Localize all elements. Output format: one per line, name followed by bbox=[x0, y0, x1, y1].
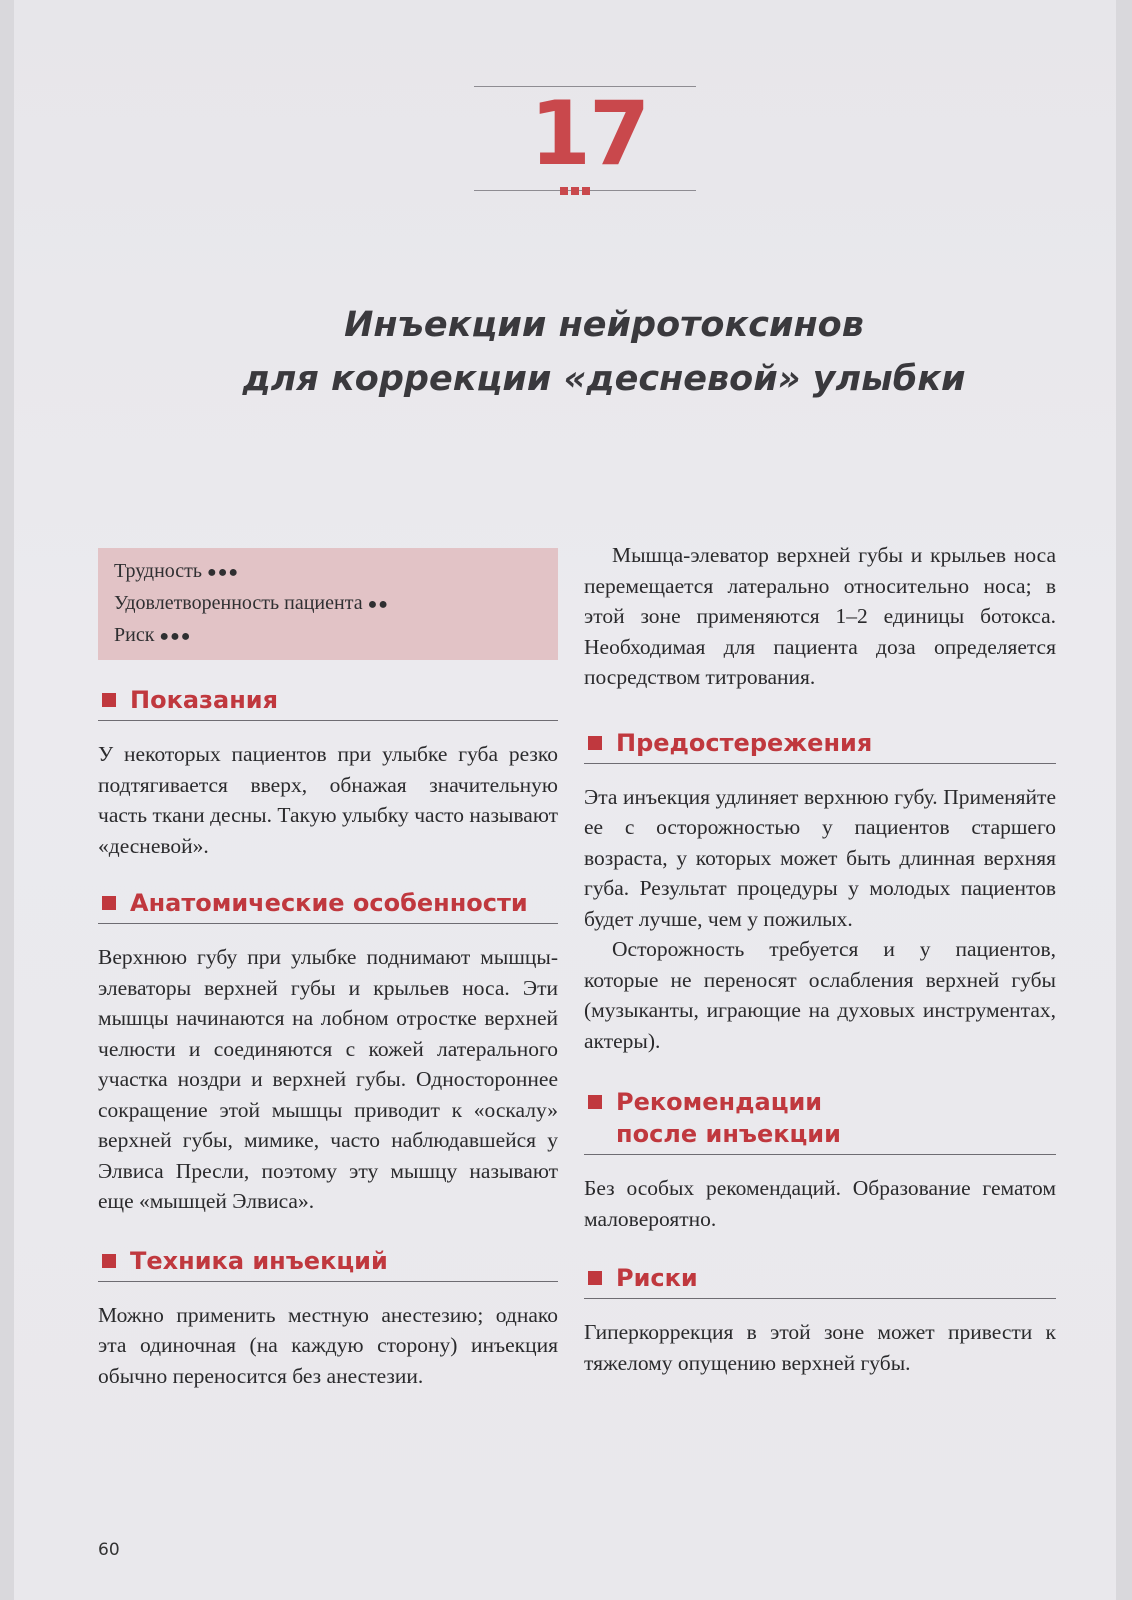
chapter-title bbox=[164, 298, 1044, 406]
chapter-number: 17 bbox=[529, 82, 649, 185]
book-page bbox=[14, 0, 1116, 1600]
technique-text: Можно применить местную анестезию; однако эта одиночная (на каждую сторону) инъекция обычно переносится без анестезии. bbox=[98, 1302, 558, 1388]
aftercare-text: Без особых рекомендаций. Образование гематом маловероятно. bbox=[584, 1176, 1056, 1231]
section-heading-indications: Показания bbox=[98, 684, 558, 721]
rating-risk bbox=[114, 620, 558, 652]
anatomy-text: Верхнюю губу при улыбке поднимают мышцы-элеваторы верхней губы и крыльев носа. Эти мышцы начинаются на лобном отростке верхней челюсти и соединяются с кожей латерального участка ноздри и верхней губы. Одностороннее сокращение этой мышцы приводит к «оскалу» верхней губы, мимике, часто наблюдавшейся у Элвиса Пресли, поэтому эту мышцу называют еще «мышцей Элвиса». bbox=[98, 945, 558, 1213]
precautions-text-1: Эта инъекция удлиняет верхнюю губу. Применяйте ее с осторожностью у пациентов старшего возраста, у которых может быть длинная верхняя губа. Результат процедуры у молодых пациентов будет лучше, чем у пожилых. bbox=[584, 784, 1056, 931]
chapter-ornament bbox=[560, 187, 590, 195]
rating-satisfaction-label: Удовлетворенность пациента bbox=[114, 592, 363, 614]
rating-difficulty-label: Трудность bbox=[114, 560, 203, 582]
section-heading-risks: Риски bbox=[584, 1262, 1056, 1299]
technique-text-continued: Мышца-элеватор верхней губы и крыльев носа перемещается латерально относительно носа; в этой зоне применяются 1–2 единицы ботокса. Необходимая для пациента доза определяется посредством титрования. bbox=[584, 543, 1056, 689]
indications-text: У некоторых пациентов при улыбке губа резко подтягивается вверх, обнажая значительную часть ткани десны. Такую улыбку часто называют «десневой». bbox=[98, 742, 558, 858]
precautions-text-2: Осторожность требуется и у пациентов, которые не переносят ослабления верхней губы (музыканты, играющие на духовых инструментах, актеры). bbox=[584, 937, 1056, 1053]
page-number: 60 bbox=[98, 1540, 120, 1560]
rating-difficulty bbox=[114, 556, 558, 588]
left-column bbox=[98, 548, 558, 1391]
right-column bbox=[584, 540, 1056, 1378]
section-bullet-icon bbox=[102, 1254, 116, 1268]
section-heading-anatomy: Анатомические особенности bbox=[98, 887, 558, 924]
rating-risk-label: Риск bbox=[114, 624, 155, 646]
section-bullet-icon bbox=[102, 896, 116, 910]
section-heading-aftercare bbox=[584, 1086, 1056, 1155]
rating-satisfaction-dots: ●● bbox=[367, 596, 389, 613]
section-bullet-icon bbox=[588, 1271, 602, 1285]
section-bullet-icon bbox=[588, 1095, 602, 1109]
ratings-box bbox=[98, 548, 558, 660]
chapter-title-line-2: для коррекции «десневой» улыбки bbox=[242, 359, 966, 399]
rating-risk-dots: ●●● bbox=[159, 628, 192, 645]
aftercare-heading-line-2: после инъекции bbox=[616, 1120, 841, 1148]
aftercare-heading-line-1: Рекомендации bbox=[616, 1088, 823, 1116]
rating-difficulty-dots: ●●● bbox=[207, 564, 240, 581]
section-bullet-icon bbox=[588, 736, 602, 750]
section-bullet-icon bbox=[102, 693, 116, 707]
chapter-title-line-1: Инъекции нейротоксинов bbox=[344, 305, 864, 345]
rating-satisfaction bbox=[114, 588, 558, 620]
section-heading-precautions: Предостережения bbox=[584, 727, 1056, 764]
risks-text: Гиперкоррекция в этой зоне может привести к тяжелому опущению верхней губы. bbox=[584, 1320, 1056, 1375]
section-heading-technique: Техника инъекций bbox=[98, 1245, 558, 1282]
